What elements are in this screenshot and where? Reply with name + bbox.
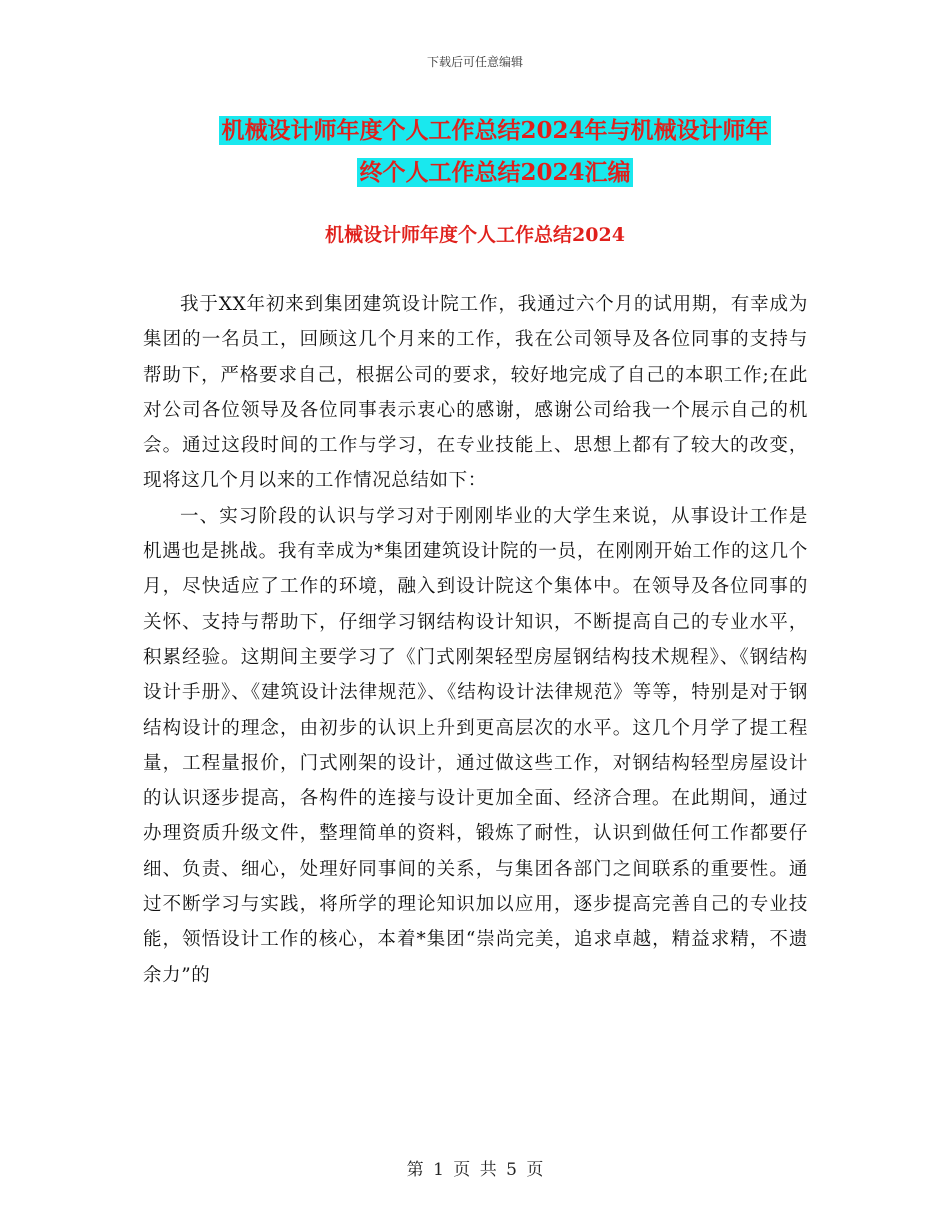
page-header-note: 下载后可任意编辑 <box>426 55 523 69</box>
document-body <box>143 287 808 993</box>
page-number: 第 1 页 共 5 页 <box>406 1160 544 1180</box>
paragraph: 一、实习阶段的认识与学习对于刚刚毕业的大学生来说，从事设计工作是机遇也是挑战。我有幸成为*集团建筑设计院的一员，在刚刚开始工作的这几个月，尽快适应了工作的环境，融入到设计院这个集体中。在领导及各位同事的关怀、支持与帮助下，仔细学习钢结构设计知识，不断提高自己的专业水平，积累经验。这期间主要学习了《门式刚架轻型房屋钢结构技术规程》、《钢结构设计手册》、《建筑设计法律规范》、《结构设计法律规范》等等，特别是对于钢结构设计的理念，由初步的认识上升到更高层次的水平。这几个月学了提工程量，工程量报价，门式刚架的设计，通过做这些工作，对钢结构轻型房屋设计的认识逐步提高，各构件的连接与设计更加全面、经济合理。在此期间，通过办理资质升级文件，整理简单的资料，锻炼了耐性，认识到做任何工作都要仔细、负责、细心，处理好同事间的关系，与集团各部门之间联系的重要性。通过不断学习与实践，将所学的理论知识加以应用，逐步提高完善自己的专业技能，领悟设计工作的核心，本着*集团“崇尚完美，追求卓越，精益求精，不遗余力”的 <box>143 505 808 986</box>
paragraph: 我于XX年初来到集团建筑设计院工作，我通过六个月的试用期，有幸成为集团的一名员工，回顾这几个月来的工作，我在公司领导及各位同事的支持与帮助下，严格要求自己，根据公司的要求，较好地完成了自己的本职工作;在此对公司各位领导及各位同事表示衷心的感谢，感谢公司给我一个展示自己的机会。通过这段时间的工作与学习，在专业技能上、思想上都有了较大的改变，现将这几个月以来的工作情况总结如下： <box>143 294 808 492</box>
document-title-line-2: 终个人工作总结2024汇编 <box>359 159 631 186</box>
document-title-line-1: 机械设计师年度个人工作总结2024年与机械设计师年 <box>221 117 769 144</box>
section-title: 机械设计师年度个人工作总结2024 <box>325 224 625 246</box>
document-title <box>140 110 850 194</box>
